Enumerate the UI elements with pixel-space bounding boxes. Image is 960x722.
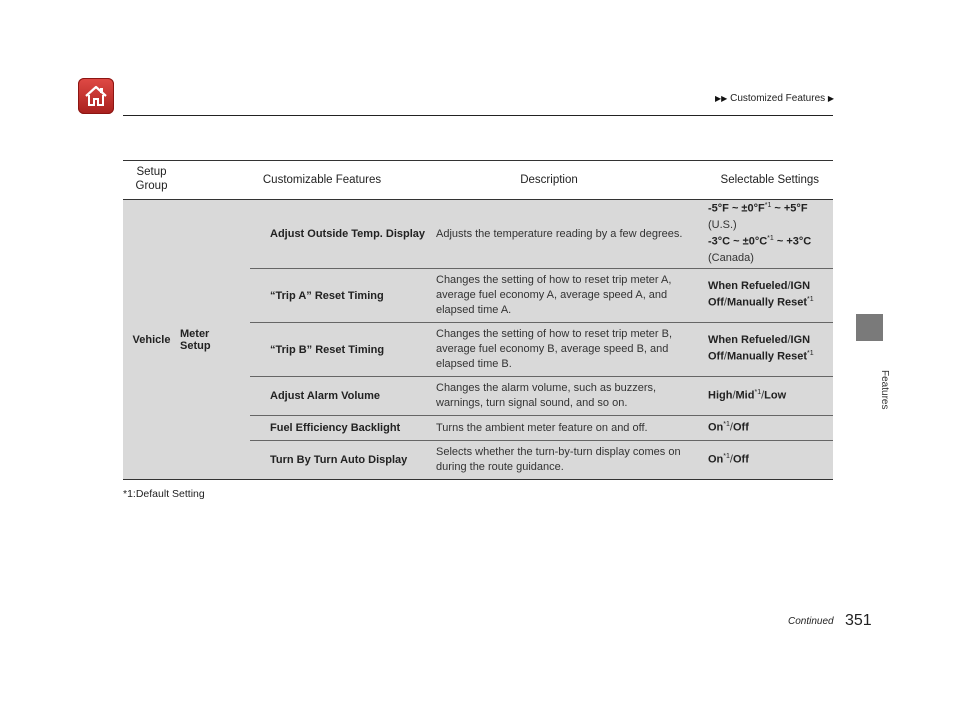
setting-value: -5°F ~ $\pm 0^\circ F^{*1}$ ~ +5°F: [708, 202, 808, 216]
feature-settings: When Refueled/IGN Off/Manually Reset$^{*1}$: [704, 269, 833, 323]
page-number: 351: [845, 612, 872, 629]
breadcrumb[interactable]: [715, 93, 834, 104]
feature-description: Changes the setting of how to reset trip meter B, average fuel economy B, average speed B, and elapsed time B.: [434, 323, 704, 377]
table-header-row: [123, 161, 833, 200]
feature-settings: On$^{*1}$/Off: [708, 452, 749, 466]
feature-description: Selects whether the turn-by-turn display comes on during the route guidance.: [436, 446, 681, 473]
setting-region: (U.S.): [708, 219, 737, 232]
setup-subgroup-cell: Meter Setup: [180, 200, 250, 480]
triangle-right-icon: ▶: [827, 94, 835, 103]
feature-settings: [704, 200, 833, 269]
header-customizable-features: Customizable Features: [180, 161, 434, 200]
home-button[interactable]: [78, 78, 114, 114]
feature-description: Adjusts the temperature reading by a few degrees.: [434, 200, 704, 269]
feature-settings: On$^{*1}$/Off: [704, 416, 833, 441]
continued-label: Continued: [788, 616, 834, 627]
header-setup-group: Setup Group: [123, 161, 180, 200]
feature-description: Changes the alarm volume, such as buzzers, warnings, turn signal sound, and so on.: [434, 377, 704, 416]
feature-name: “Trip A” Reset Timing: [250, 269, 434, 323]
feature-description: Turns the ambient meter feature on and off.: [434, 416, 704, 441]
setting-value: -3°C ~ $\pm 0^\circ C^{*1}$ ~ +3°C: [708, 235, 812, 248]
setting-region: (Canada): [708, 251, 754, 264]
header-selectable-settings: Selectable Settings: [704, 161, 833, 200]
feature-name: “Trip B” Reset Timing: [250, 323, 434, 377]
feature-settings: High/Mid$^{*1}$/Low: [704, 377, 833, 416]
feature-settings: When Refueled/IGN Off/Manually Reset$^{*1}$: [704, 323, 833, 377]
customization-table: [123, 160, 833, 480]
header-description: Description: [434, 161, 704, 200]
setup-group-cell: Vehicle: [123, 200, 180, 480]
home-icon: [83, 83, 109, 109]
feature-name: Fuel Efficiency Backlight: [250, 416, 434, 441]
feature-name: Adjust Alarm Volume: [250, 377, 434, 416]
footnote: *1:Default Setting: [123, 488, 205, 500]
feature-name: Turn By Turn Auto Display: [270, 454, 408, 466]
feature-name: Adjust Outside Temp. Display: [250, 200, 434, 269]
table-row: [123, 200, 833, 269]
breadcrumb-label: Customized Features: [730, 93, 826, 104]
header-rule: [123, 115, 833, 116]
section-tab[interactable]: [856, 314, 883, 341]
triangle-right-icon: ▶▶: [715, 94, 728, 103]
feature-description: Changes the setting of how to reset trip meter A, average fuel economy A, average speed A, and elapsed time A.: [434, 269, 704, 323]
